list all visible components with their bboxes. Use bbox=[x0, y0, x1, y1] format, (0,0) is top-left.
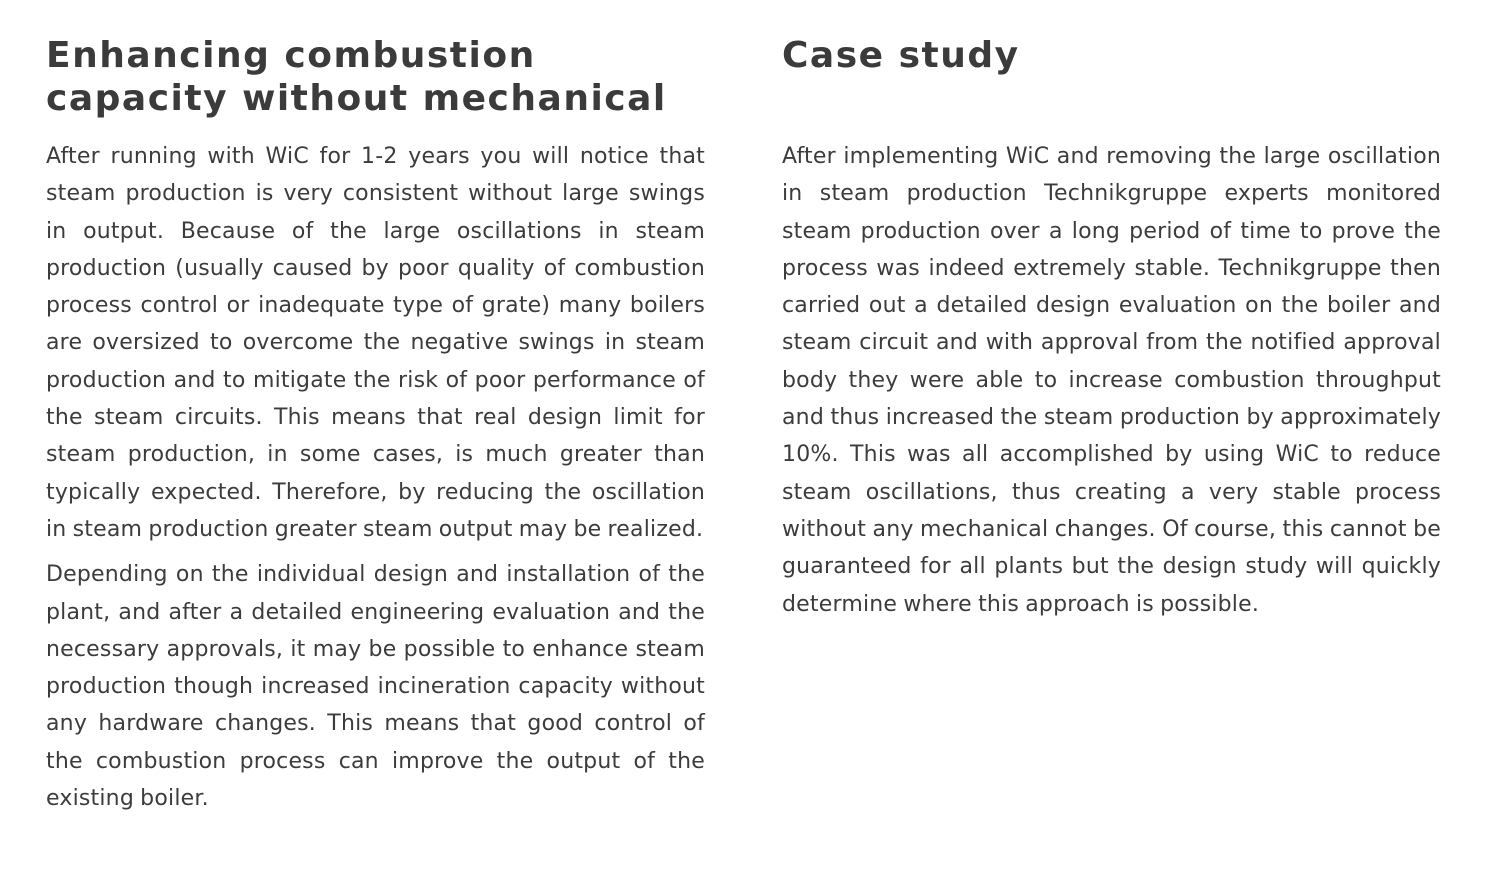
section-heading-case-study: Case study bbox=[782, 35, 1020, 76]
paragraph-enhance-steam-production: Depending on the individual design and installation of the plant, and after a detailed engineering evaluation and the necessary approvals, it may be possible to enhance steam production though increased incineration capacity without any hardware changes. This means that good control of the combustion process can improve the output of the existing boiler. bbox=[46, 562, 705, 812]
left-column bbox=[46, 34, 705, 817]
paragraph-case-study: After implementing WiC and removing the large oscillation in steam production Technikgruppe experts monitored steam production over a long period of time to prove the process was indeed extremely stable. Technikgruppe then carried out a detailed design evaluation on the boiler and steam circuit and with approval from the notified approval body they were able to increase combustion throughput and thus increased the steam production by approximately 10%. This was all accomplished by using WiC to reduce steam oscillations, thus creating a very stable process without any mechanical changes. Of course, this cannot be guaranteed for all plants but the design study will quickly determine where this approach is possible. bbox=[782, 144, 1441, 617]
paragraph-steam-consistency: After running with WiC for 1-2 years you will notice that steam production is very consistent without large swings in output. Because of the large oscillations in steam production (usually caused by poor quality of combustion process control or inadequate type of grate) many boilers are oversized to overcome the negative swings in steam production and to mitigate the risk of poor performance of the steam circuits. This means that real design limit for steam production, in some cases, is much greater than typically expected. Therefore, by reducing the oscillation in steam production greater steam output may be realized. bbox=[46, 144, 705, 542]
section-heading-combustion-capacity: Enhancing combustion capacity without mechanical bbox=[46, 35, 667, 119]
right-column bbox=[782, 34, 1441, 623]
